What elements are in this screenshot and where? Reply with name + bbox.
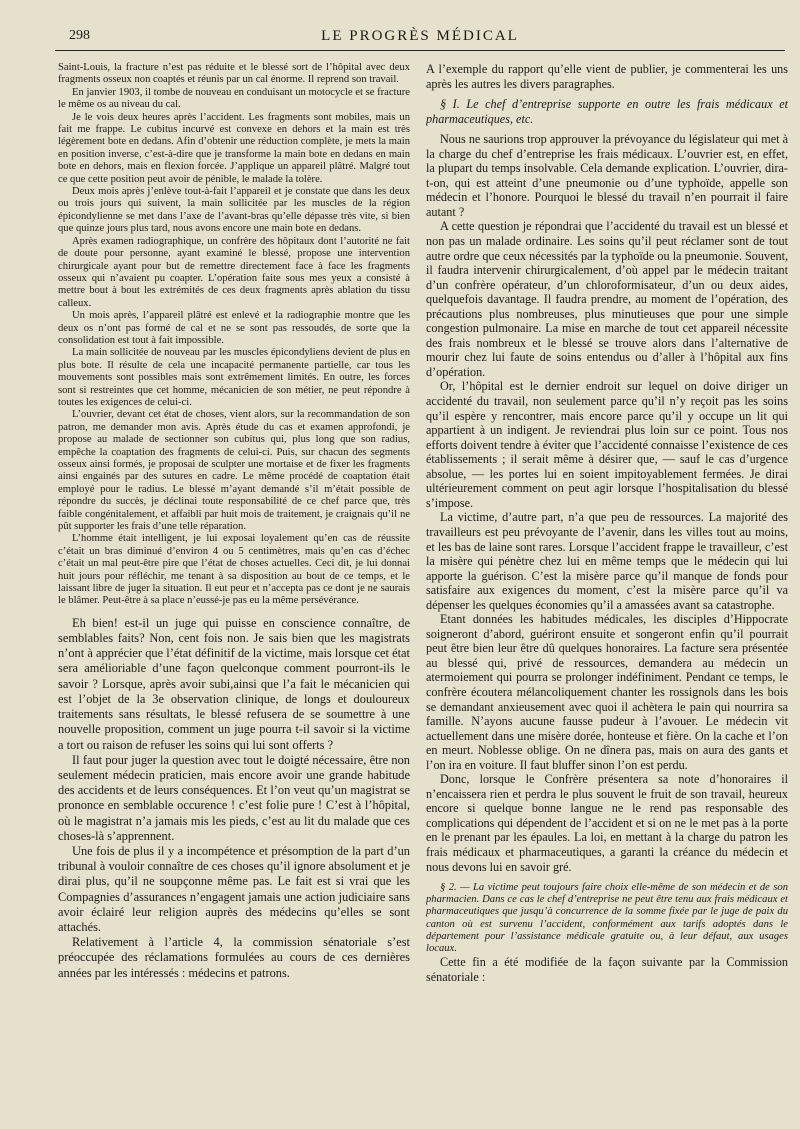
paragraph: Une fois de plus il y a incompétence et présomption de la part d’un tribunal à vouloir connaître de ces choses qu’il ignore absolument et je dirai plus, qu’il ne soupçonne même pas. Le fait est si vrai que les Compagnies d’assurances n’engagent jamais une action judiciaire sans avoir éclairé leur religion auprès des médecins qu’elles se sont attachés. — [58, 843, 410, 934]
page-number: 298 — [69, 28, 90, 43]
paragraph: L’ouvrier, devant cet état de choses, vient alors, sur la recommandation de son patron, me demander mon avis. Après étude du cas et examen approfondi, je propose au malade de sectionner son cubitus qui, plus long que son radius, empêche la coaptation des fragments de celui-ci. Puis, sur chacun des segments osseux ainsi formés, je proposai de sculpter une mortaise et de fixer les fragments ainsi engainés par des sutures en cadre. Le même procédé de coaptation était employé pour le radius. Le blessé m’ayant demandé s’il m’était possible de répondre du succès, je déclinai toute responsabilité de ce chef parce que, très faible congénitalement, et affaibli par huit mois de traitement, je craignais qu’il ne pût supporter les frais d’une telle réparation. — [58, 409, 410, 533]
paragraph: Après examen radiographique, un confrère des hôpitaux dont l’autorité ne fait de doute pour personne, ayant examiné le blessé, propose une intervention chirurgicale ayant pour but de remettre directement face à face les fragments osseux qui n’avaient pu coapter. L’opération faite sous mes yeux a consisté à mettre bout à bout les extrémités de ces deux fragments après ablation du tissu calleux. — [58, 235, 410, 309]
page-header — [55, 28, 785, 50]
paragraph: Relativement à l’article 4, la commission sénatoriale s’est préoccupée des réclamations formulées au cours de ces dernières années par les intéressés : médecins et patrons. — [58, 935, 410, 980]
paragraph: Cette fin a été modifiée de la façon suivante par la Commission sénatoriale : — [426, 955, 788, 984]
paragraph: Nous ne saurions trop approuver la prévoyance du législateur qui met à la charge du chef d’entreprise les frais médicaux. L’ouvrier est, en effet, la plupart du temps insolvable. Cela demande explication. L’ouvrier, dira-t-on, qui est atteint d’une pneumonie ou d’une typhoïde, appelle son médecin et l’honore. Pourquoi le blessé du travail n’en pourrait il faire autant ? — [426, 132, 788, 219]
spacer — [58, 608, 410, 616]
paragraph: Il faut pour juger la question avec tout le doigté nécessaire, être non seulement médecin praticien, mais encore avoir une grande habitude des accidents et de leurs conséquences. Et l’on veut qu’un magistrat se prononce en semblable occurence ! c’est folie pure ! C’est à l’hôpital, où le magistrat n’a jamais mis les pieds, c’est au lit du malade que ces choses-là s’apprennent. — [58, 752, 410, 843]
paragraph: Or, l’hôpital est le dernier endroit sur lequel on doive diriger un accidenté du travail, non seulement parce qu’il n’y reçoit pas les soins qu’il espère y rencontrer, mais encore parce qu’il y occupe un lit qui appartient à un indigent. Je reviendrai plus loin sur ce point. Tous nos efforts doivent tendre à éviter que l’accidenté connaisse l’existence de ces établissements ; il serait même à désirer que, — sauf le cas d’urgence absolue, — les portes lui en soient impitoyablement fermées. Je dirai ultérieurement comment on peut agir lorsque l’hospitalisation du blessé s’impose. — [426, 379, 788, 510]
spacer — [426, 874, 788, 882]
paragraph: La victime, d’autre part, n’a que peu de ressources. La majorité des travailleurs est peu prévoyante de l’avenir, dans les villes tout au moins, et les bas de laine sont rares. Lorsque l’accident frappe le travailleur, c’est la misère qui pénètre chez lui en même temps que le médecin qui lui apporte la guérison. C’est la misère parce qu’il manque de fonds pour satisfaire aux exigences du moment, c’est la misère parce qu’il va dépenser les quelques économies qu’il a amassées avant sa catastrophe. — [426, 510, 788, 612]
section-2-text: § 2. — La victime peut toujours faire choix elle-même de son médecin et de son pharmacien. Dans ce cas le chef d’entreprise ne peut être tenu aux frais médicaux et pharmaceutiques que jusqu’à concurrence de la somme fixée par le juge de paix du canton où est survenu l’accident, conformément aux tarifs adoptés dans le département pour l’assistance médicale gratuite ou, à leur défaut, aux usages locaux. — [426, 882, 788, 955]
paragraph: Un mois après, l’appareil plâtré est enlevé et la radiographie montre que les deux os n’ont pas formé de cal et ne se sont pas ressoudés, de sorte que la consolidation est tout à fait impossible. — [58, 310, 410, 346]
paragraph: L’homme était intelligent, je lui exposai loyalement qu’en cas de réussite c’était un bras diminué d’environ 4 ou 5 centimètres, mais qu’en cas d’échec c’était un mal peut-être pire que l’état de choses actuelles. Ceci dit, je lui donnai huit jours pour réfléchir, me tenant à sa disposition au bout de ce temps, et le laissant libre de juger la situation. Il eut peur et n’accepta pas ce dont je ne saurais le blâmer. Peut-être à sa place n’eussé-je pas eu la même persévérance. — [58, 533, 410, 607]
paragraph: Saint-Louis, la fracture n’est pas réduite et le blessé sort de l’hôpital avec deux fragments osseux non coaptés et réunis par un cal énorme. Il reprend son travail. — [58, 62, 410, 86]
right-column — [426, 62, 788, 1102]
paragraph: Etant données les habitudes médicales, les disciples d’Hippocrate soigneront d’abord, guériront ensuite et songeront enfin qu’il pourrait peut être bien leur être dû quelques honoraires. La facture sera présentée au blessé qui, privé de ressources, demandera au médecin un atermoiement qui pourra se prolonger indéfiniment. Pendant ce temps, le confrère écoutera mélancoliquement chanter les rossignols dans les bois se demandant anxieusement avec quoi il achètera le pain qui nourrira sa famille. N’ayons aucune fausse pudeur à l’avouer. Le médecin vit actuellement dans une misère dorée, honteuse et fière. On la cache et l’on en meurt. Noblesse oblige. On ne dînera pas, mais on aura des gants et l’on ira en voiture. Il faut bluffer sinon l’on est perdu. — [426, 612, 788, 772]
header-rule — [55, 50, 785, 51]
paragraph: Donc, lorsque le Confrère présentera sa note d’honoraires il n’encaissera rien et perdra le plus souvent le fruit de son travail, heureux encore si quelque bonne langue ne le rend pas responsable des complications qui dépendent de l’accident et si on ne le met pas à la porte en le prenant par les épaules. La loi, en mettant à la charge du patron les frais médicaux et pharmaceutiques, a garanti la créance du médecin et nous devons lui en savoir gré. — [426, 772, 788, 874]
section-heading: § I. Le chef d’entreprise supporte en outre les frais médicaux et pharmaceutiques, etc. — [426, 97, 788, 126]
paragraph: Eh bien! est-il un juge qui puisse en conscience connaître, de semblables faits? Non, cent fois non. Je sais bien que les magistrats n’ont à apprécier que l’état définitif de la victime, mais lorsque cet état sera amélioriable d’une façon quelconque comment pourront-ils le savoir ? Lorsque, après avoir subi,ainsi que l’a fait le mécanicien qui est l’objet de la 3e observation clinique, de longs et douloureux traitements sans résultats, le blessé refusera de se soumettre à une nouvelle proposition, comment un juge pourra t-il savoir si la victime a tort ou raison de refuser les soins qui lui sont offerts ? — [58, 615, 410, 752]
paragraph: Deux mois après j’enlève tout-à-fait l’appareil et je constate que dans les deux ou trois jours qui suivent, la main sollicitée par les muscles de la région épicondylienne se met dans l’axe de l’avant-bras qu’elle dépasse très vite, si bien que quinze jours plus tard, nous avons encore une main bote en dedans. — [58, 186, 410, 235]
left-column — [58, 62, 410, 1102]
paragraph: Je le vois deux heures après l’accident. Les fragments sont mobiles, mais un fait me frappe. Le cubitus incurvé est convexe en dehors et la main est très légèrement bote en dedans. Afin d’obtenir une réduction complète, je mets la main en position inverse, c’est-à-dire que je transforme la main bote en dedans en main bote en dehors, mais en flexion forcée. J’applique un appareil plâtré. Malgré tout ce que cette position peut avoir de pénible, le malade la tolère. — [58, 111, 410, 185]
journal-title: LE PROGRÈS MÉDICAL — [321, 28, 519, 44]
paragraph: A cette question je répondrai que l’accidenté du travail est un blessé et non pas un malade ordinaire. Les soins qu’il peut réclamer sont de tout autre ordre que ceux nécessités par la typhoïde ou la pneumonie. Souvent, il faudra intervenir chirurgicalement, d’où appel par le médecin traitant d’un confrère opérateur, d’un chloroformisateur, d’un ou deux aides, quelquefois davantage. Il faudra prendre, au moment de l’opération, des précautions plus nombreuses, plus minutieuses que pour une simple congestion pulmonaire. La mise en marche de tout cet appareil nécessite des frais nombreux et le blessé se trouve alors dans l’alternative de mourir chez lui faute de soins entendus ou d’aller à l’hôpital aux fins d’opération. — [426, 219, 788, 379]
paragraph: En janvier 1903, il tombe de nouveau en conduisant un motocycle et se fracture le même os au niveau du cal. — [58, 86, 410, 111]
paragraph: La main sollicitée de nouveau par les muscles épicondyliens devient de plus en plus bote. Il résulte de cela une incapacité permanente partielle, car tous les mouvements sont possibles mais sont extrêmement limités. En outre, les forces sont si restreintes que cet homme, mécanicien de son métier, ne peut répondre à toutes les exigences de celui-ci. — [58, 347, 410, 408]
paragraph: A l’exemple du rapport qu’elle vient de publier, je commenterai les uns après les autres les divers paragraphes. — [426, 62, 788, 91]
